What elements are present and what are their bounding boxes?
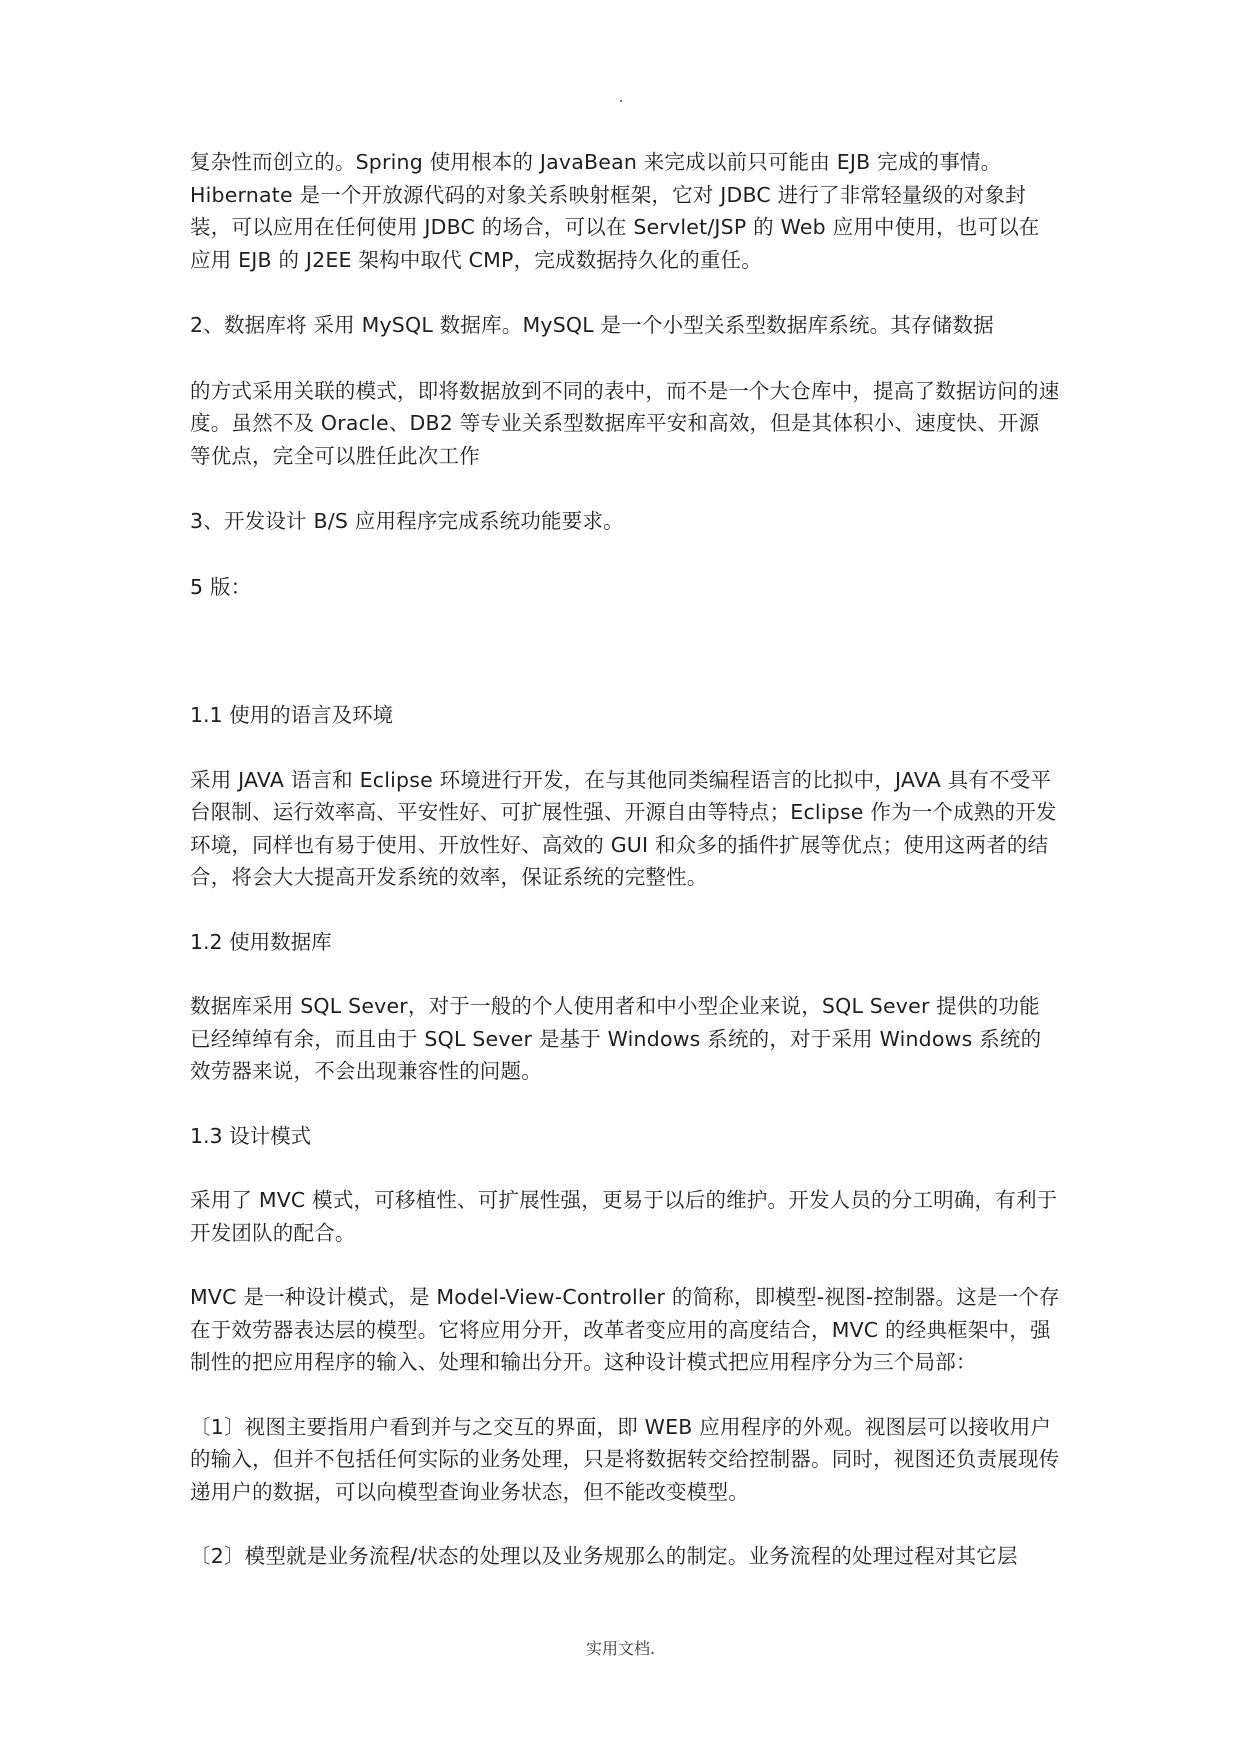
section-heading-1-1: 1.1 使用的语言及环境 <box>190 703 394 727</box>
paragraph-mysql-details: 的方式采用关联的模式，即将数据放到不同的表中，而不是一个大仓库中，提高了数据访问的速度。虽然不及 Oracle、DB2 等专业关系型数据库平安和高效，但是其体积小、速度快、开源等优点，完全可以胜任此次工作 <box>190 378 1060 468</box>
paragraph-language-env: 采用 JAVA 语言和 Eclipse 环境进行开发，在与其他同类编程语言的比拟中，JAVA 具有不受平台限制、运行效率高、平安性好、可扩展性强、开源自由等特点；Eclipse 作为一个成熟的开发环境，同样也有易于使用、开放性好、高效的 GUI 和众多的插件扩展等优点；使用这两者的结合，将会大大提高开发系统的效率，保证系统的完整性。 <box>190 767 1057 889</box>
paragraph-view-layer: 〔1〕视图主要指用户看到并与之交互的界面，即 WEB 应用程序的外观。视图层可以接收用户的输入，但并不包括任何实际的业务处理，只是将数据转交给控制器。同时，视图还负责展现传递用户的数据，可以向模型查询业务状态，但不能改变模型。 <box>190 1414 1060 1504</box>
paragraph-model-layer: 〔2〕模型就是业务流程/状态的处理以及业务规那么的制定。业务流程的处理过程对其它层 <box>190 1544 1018 1568</box>
header-mark <box>620 100 622 102</box>
page-footer: 实用文档. <box>585 1639 656 1658</box>
paragraph-spring-hibernate: 复杂性而创立的。Spring 使用根本的 JavaBean 来完成以前只可能由 EJB 完成的事情。Hibernate 是一个开放源代码的对象关系映射框架，它对 JDBC 进行了非常轻量级的对象封装，可以应用在任何使用 JDBC 的场合，可以在 Servlet/JSP 的 Web 应用中使用，也可以在应用 EJB 的 J2EE 架构中取代 CMP，完成数据持久化的重任。 <box>190 150 1040 272</box>
paragraph-bs-app: 3、开发设计 B/S 应用程序完成系统功能要求。 <box>190 509 624 533</box>
paragraph-mvc-benefits: 采用了 MVC 模式，可移植性、可扩展性强，更易于以后的维护。开发人员的分工明确，有利于开发团队的配合。 <box>190 1188 1058 1245</box>
paragraph-database-intro: 2、数据库将 采用 MySQL 数据库。MySQL 是一个小型关系型数据库系统。其存储数据 <box>190 313 994 337</box>
document-body <box>190 146 1060 1573</box>
section-heading-1-3: 1.3 设计模式 <box>190 1123 312 1148</box>
paragraph-version: 5 版： <box>190 574 252 599</box>
section-heading-1-2: 1.2 使用数据库 <box>190 929 332 954</box>
paragraph-mvc-definition: MVC 是一种设计模式，是 Model-View-Controller 的简称，即模型-视图-控制器。这是一个存在于效劳器表达层的模型。它将应用分开，改革者变应用的高度结合，MVC 的经典框架中，强制性的把应用程序的输入、处理和输出分开。这种设计模式把应用程序分为三个局部： <box>190 1285 1060 1374</box>
paragraph-sql-sever: 数据库采用 SQL Sever，对于一般的个人使用者和中小型企业来说，SQL Sever 提供的功能已经绰绰有余，而且由于 SQL Sever 是基于 Windows 系统的，对于采用 Windows 系统的效劳器来说，不会出现兼容性的问题。 <box>190 994 1042 1083</box>
